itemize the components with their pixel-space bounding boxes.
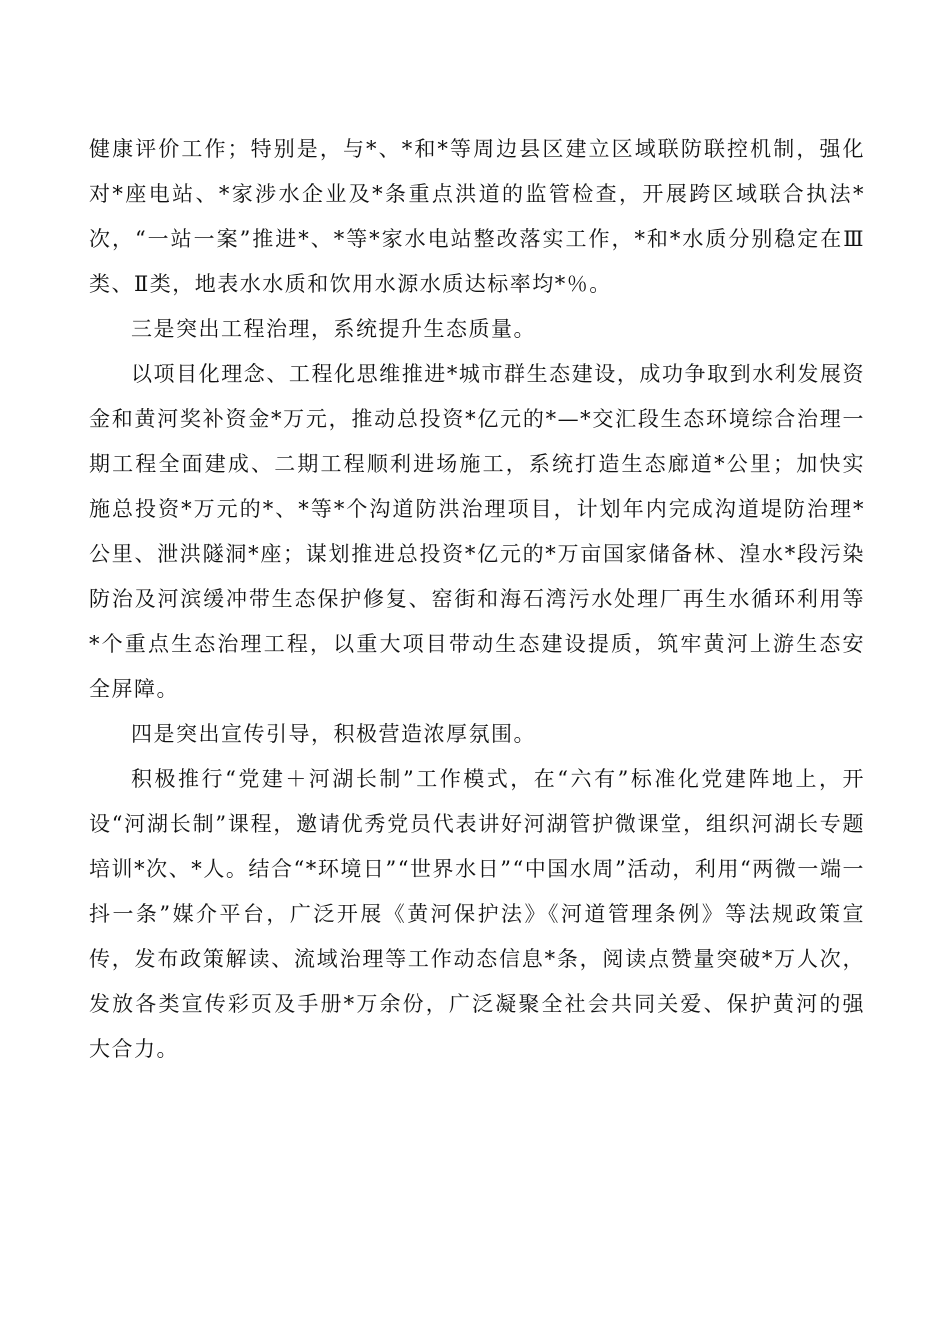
paragraph-publicity: 积极推行“党建＋河湖长制”工作模式，在“六有”标准化党建阵地上，开设“河湖长制”课程，邀请优秀党员代表讲好河湖管护微课堂，组织河湖长专题培训*次、*人。结合“*环境日”“世界水日”“中国水周”活动，利用“两微一端一抖一条”媒介平台，广泛开展《黄河保护法》《河道管理条例》等法规政策宣传，发布政策解读、流域治理等工作动态信息*条，阅读点赞量突破*万人次，发放各类宣传彩页及手册*万余份，广泛凝聚全社会共同关爱、保护黄河的强大合力。 — [89, 767, 865, 1061]
document-page — [89, 127, 865, 1072]
paragraph-engineering: 以项目化理念、工程化思维推进*城市群生态建设，成功争取到水利发展资金和黄河奖补资金*万元，推动总投资*亿元的*—*交汇段生态环境综合治理一期工程全面建成、二期工程顺利进场施工，系统打造生态廊道*公里；加快实施总投资*万元的*、*等*个沟道防洪治理项目，计划年内完成沟道堤防治理*公里、泄洪隧洞*座；谋划推进总投资*亿元的*万亩国家储备林、湟水*段污染防治及河滨缓冲带生态保护修复、窑街和海石湾污水处理厂再生水循环利用等*个重点生态治理工程，以重大项目带动生态建设提质，筑牢黄河上游生态安全屏障。 — [89, 362, 865, 701]
section-heading-three: 三是突出工程治理，系统提升生态质量。 — [131, 317, 536, 341]
section-heading-four: 四是突出宣传引导，积极营造浓厚氛围。 — [131, 722, 536, 746]
paragraph-continuation: 健康评价工作；特别是，与*、*和*等周边县区建立区域联防联控机制，强化对*座电站、*家涉水企业及*条重点洪道的监管检查，开展跨区域联合执法*次，“一站一案”推进*、*等*家水电站整改落实工作，*和*水质分别稳定在Ⅲ类、Ⅱ类，地表水水质和饮用水源水质达标率均*％。 — [89, 137, 865, 296]
